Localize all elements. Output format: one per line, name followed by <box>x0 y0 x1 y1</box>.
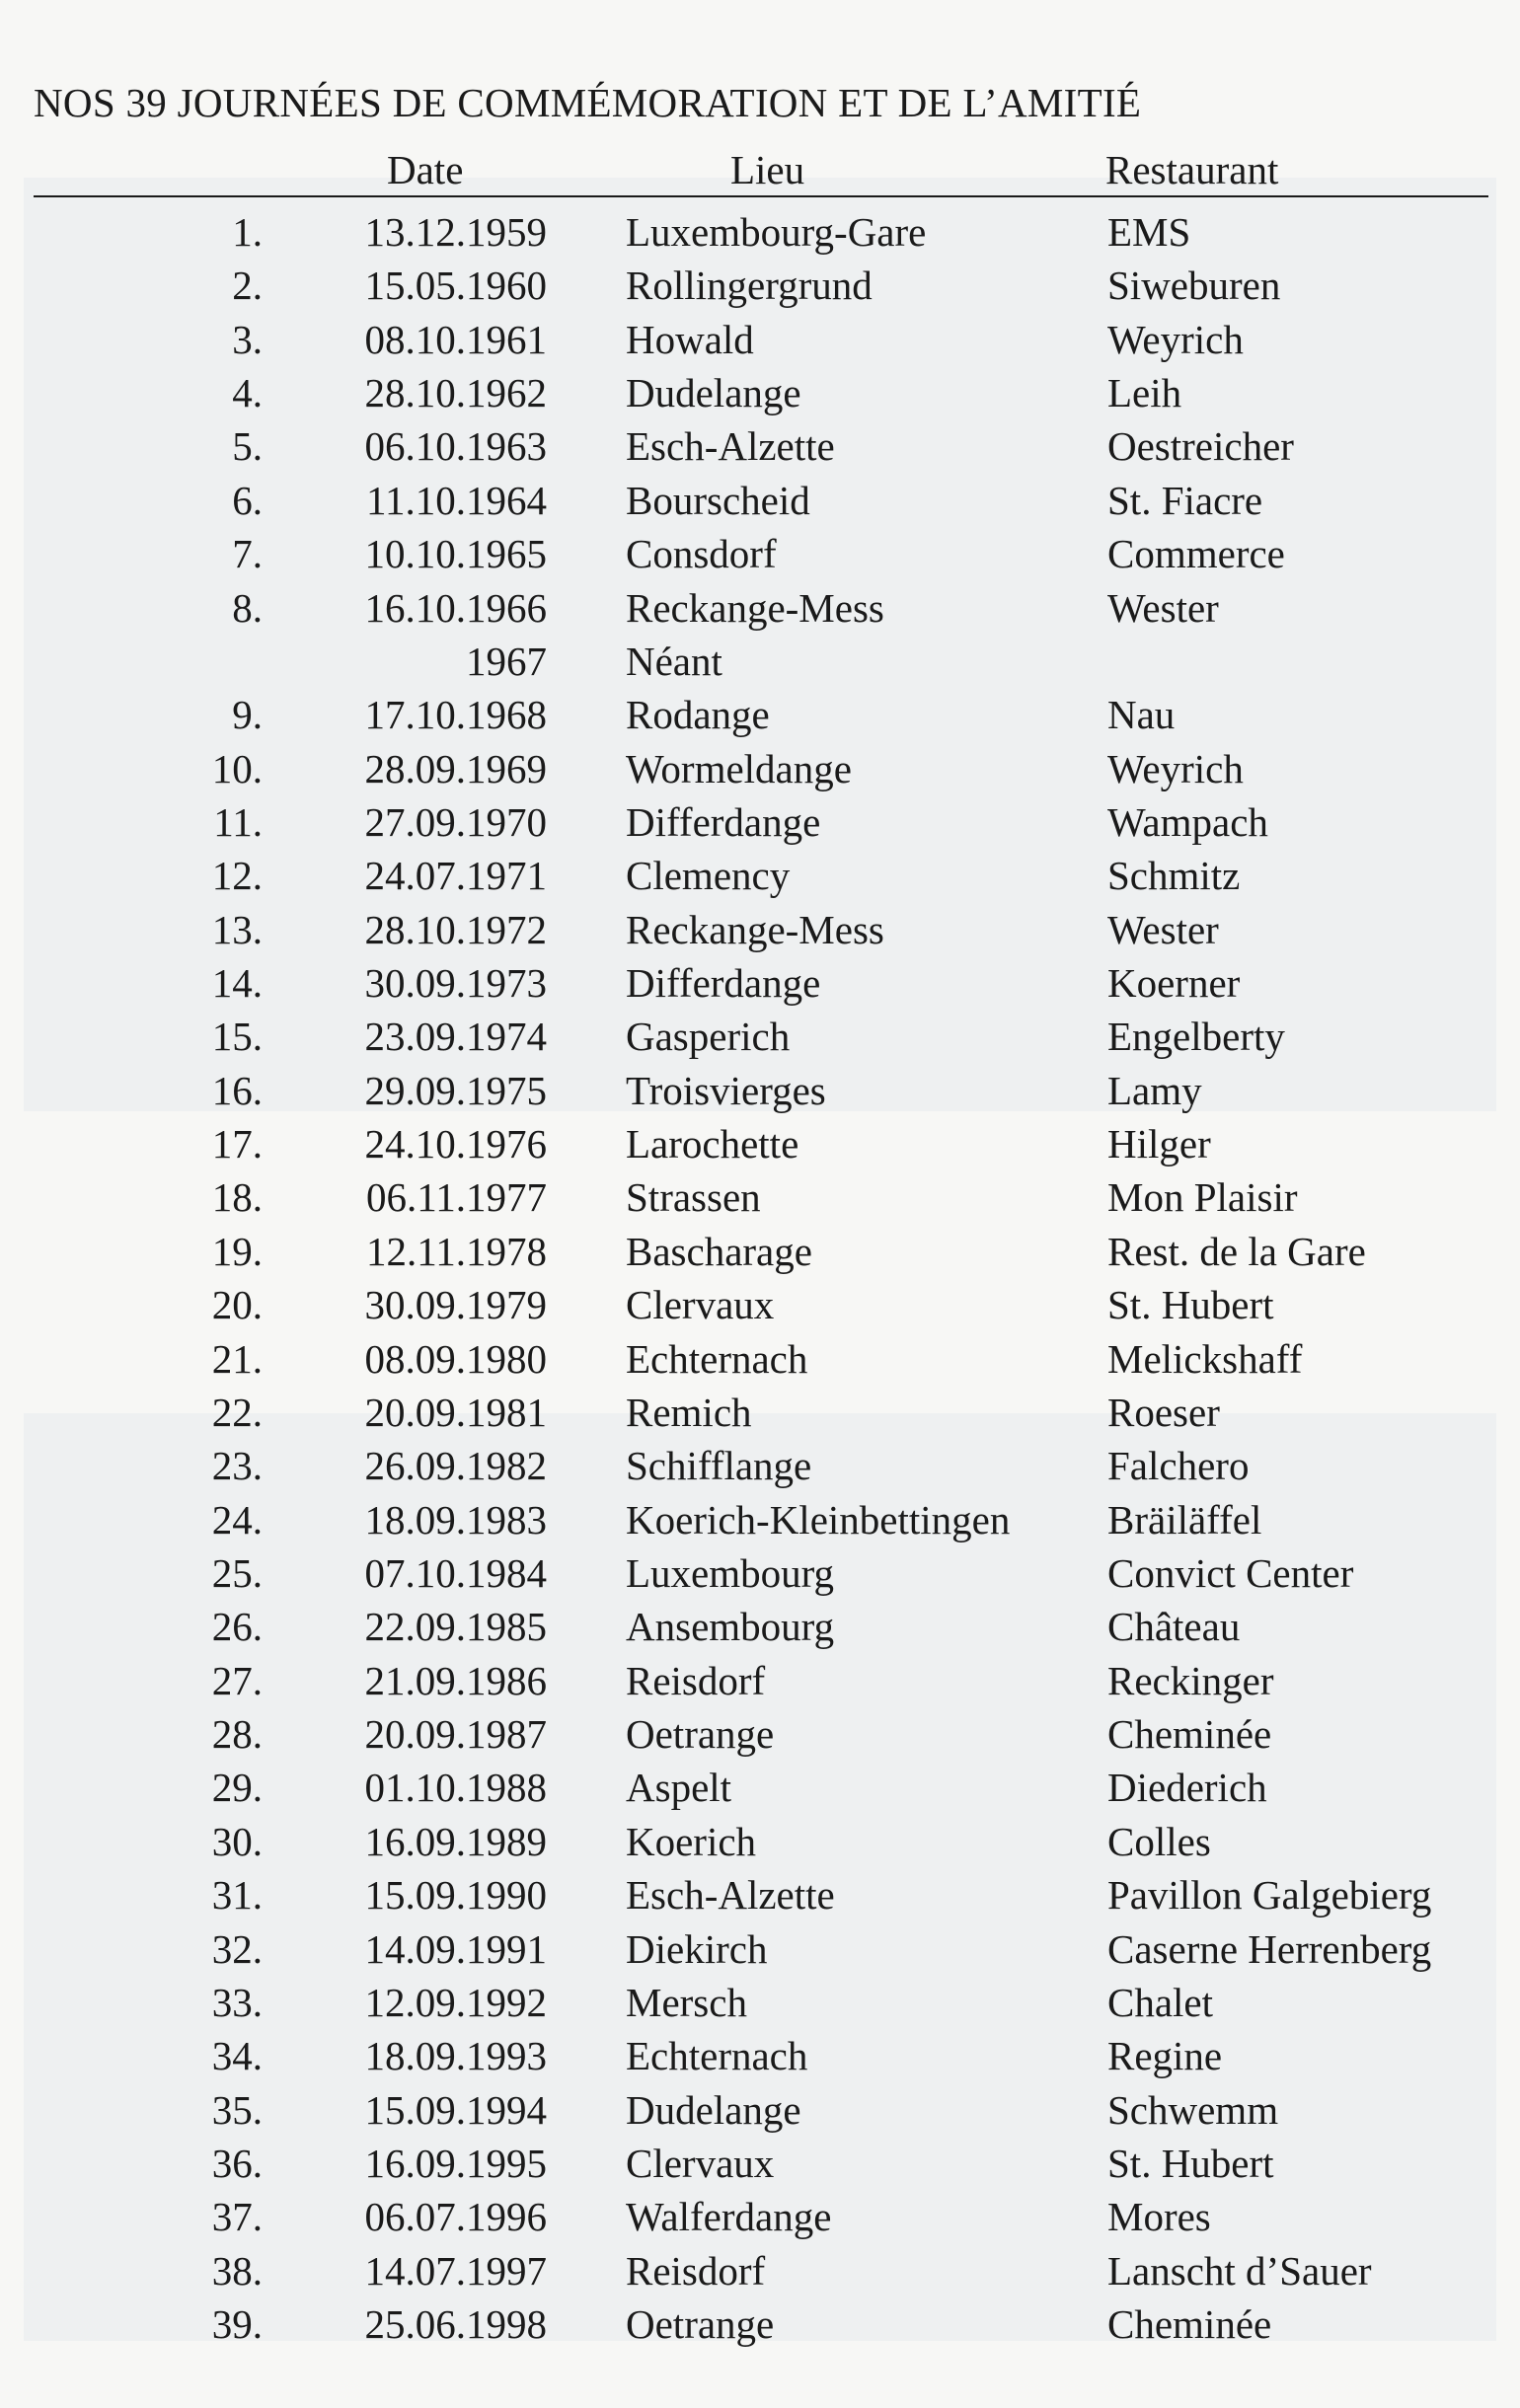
row-lieu: Luxembourg-Gare <box>626 209 927 255</box>
page-title: NOS 39 JOURNÉES DE COMMÉMORATION ET DE L’AMITIÉ <box>34 80 1142 125</box>
row-restaurant: Château <box>1107 1604 1241 1650</box>
row-number: 25. <box>211 1549 263 1596</box>
row-date: 16.10.1966 <box>364 584 547 631</box>
row-date: 16.09.1989 <box>364 1818 547 1864</box>
table-row <box>0 1761 1520 1814</box>
row-lieu: Diekirch <box>626 1925 768 1972</box>
row-restaurant: St. Fiacre <box>1107 477 1263 523</box>
table-row <box>0 795 1520 849</box>
table-row <box>0 1815 1520 1868</box>
row-number: 12. <box>211 853 263 899</box>
row-restaurant: Rest. de la Gare <box>1107 1228 1366 1274</box>
row-restaurant: Wester <box>1107 906 1219 952</box>
table-row <box>0 581 1520 635</box>
row-date: 28.09.1969 <box>364 745 547 791</box>
row-date: 25.06.1998 <box>364 2301 547 2348</box>
row-lieu: Reckange-Mess <box>626 584 884 631</box>
row-date: 28.10.1972 <box>364 906 547 952</box>
row-number: 30. <box>211 1818 263 1864</box>
row-date: 22.09.1985 <box>364 1604 547 1650</box>
table-row <box>0 1439 1520 1492</box>
row-date: 06.07.1996 <box>364 2194 547 2240</box>
row-lieu: Esch-Alzette <box>626 1872 835 1919</box>
row-date: 01.10.1988 <box>364 1765 547 1811</box>
row-date: 29.09.1975 <box>364 1067 547 1113</box>
row-number: 37. <box>211 2194 263 2240</box>
table-row <box>0 2029 1520 2082</box>
row-lieu: Differdange <box>626 960 821 1007</box>
table-row <box>0 474 1520 527</box>
row-date: 30.09.1979 <box>364 1282 547 1328</box>
row-date: 06.10.1963 <box>364 423 547 470</box>
row-lieu: Clemency <box>626 853 791 899</box>
row-lieu: Reisdorf <box>626 1657 766 1703</box>
row-restaurant: Hilger <box>1107 1121 1211 1167</box>
row-date: 15.09.1990 <box>364 1872 547 1919</box>
row-date: 18.09.1993 <box>364 2033 547 2079</box>
row-restaurant: Regine <box>1107 2033 1223 2079</box>
column-header-lieu: Lieu <box>730 147 805 192</box>
row-number: 26. <box>211 1604 263 1650</box>
row-lieu: Echternach <box>626 2033 808 2079</box>
row-restaurant: Weyrich <box>1107 316 1244 362</box>
row-restaurant: Melickshaff <box>1107 1335 1303 1382</box>
table-row <box>0 1064 1520 1117</box>
row-restaurant: Chalet <box>1107 1979 1214 2025</box>
row-date: 26.09.1982 <box>364 1443 547 1489</box>
row-number: 15. <box>211 1014 263 1060</box>
row-date: 07.10.1984 <box>364 1549 547 1596</box>
row-lieu: Remich <box>626 1389 752 1435</box>
table-row <box>0 527 1520 580</box>
row-restaurant: Lamy <box>1107 1067 1202 1113</box>
row-restaurant: Caserne Herrenberg <box>1107 1925 1432 1972</box>
row-date: 17.10.1968 <box>364 692 547 738</box>
row-restaurant: Lanscht d’Sauer <box>1107 2247 1372 2294</box>
row-lieu: Aspelt <box>626 1765 732 1811</box>
row-number: 39. <box>211 2301 263 2348</box>
row-number: 3. <box>232 316 263 362</box>
row-date: 20.09.1981 <box>364 1389 547 1435</box>
row-number: 31. <box>211 1872 263 1919</box>
column-header-date: Date <box>387 147 464 192</box>
row-restaurant: Wampach <box>1107 798 1268 845</box>
table-row <box>0 2190 1520 2243</box>
events-table <box>0 205 1520 2351</box>
row-number: 16. <box>211 1067 263 1113</box>
row-date: 21.09.1986 <box>364 1657 547 1703</box>
row-number: 22. <box>211 1389 263 1435</box>
row-lieu: Walferdange <box>626 2194 832 2240</box>
row-restaurant: Commerce <box>1107 531 1285 577</box>
row-lieu: Koerich-Kleinbettingen <box>626 1496 1011 1543</box>
row-date: 08.10.1961 <box>364 316 547 362</box>
table-row <box>0 1546 1520 1600</box>
row-lieu: Ansembourg <box>626 1604 835 1650</box>
row-restaurant: Diederich <box>1107 1765 1267 1811</box>
table-row <box>0 2297 1520 2351</box>
row-number: 14. <box>211 960 263 1007</box>
row-restaurant: Schwemm <box>1107 2086 1279 2133</box>
row-restaurant: Mores <box>1107 2194 1211 2240</box>
row-date: 15.05.1960 <box>364 263 547 309</box>
table-row <box>0 366 1520 419</box>
row-lieu: Esch-Alzette <box>626 423 835 470</box>
row-lieu: Koerich <box>626 1818 757 1864</box>
row-lieu: Gasperich <box>626 1014 791 1060</box>
table-row <box>0 205 1520 259</box>
row-number: 21. <box>211 1335 263 1382</box>
row-date: 16.09.1995 <box>364 2140 547 2186</box>
row-lieu: Oetrange <box>626 2301 775 2348</box>
row-lieu: Rollingergrund <box>626 263 873 309</box>
row-restaurant: Engelberty <box>1107 1014 1285 1060</box>
row-date: 27.09.1970 <box>364 798 547 845</box>
table-row <box>0 956 1520 1010</box>
row-lieu: Dudelange <box>626 2086 801 2133</box>
row-lieu: Oetrange <box>626 1711 775 1758</box>
row-restaurant: Convict Center <box>1107 1549 1354 1596</box>
row-date: 24.07.1971 <box>364 853 547 899</box>
row-date: 13.12.1959 <box>364 209 547 255</box>
row-restaurant: Leih <box>1107 370 1182 416</box>
table-row <box>0 1654 1520 1707</box>
row-restaurant: Cheminée <box>1107 1711 1272 1758</box>
table-row <box>0 2137 1520 2190</box>
row-restaurant: Colles <box>1107 1818 1211 1864</box>
column-header-restaurant: Restaurant <box>1105 147 1279 192</box>
row-number: 19. <box>211 1228 263 1274</box>
row-lieu: Mersch <box>626 1979 747 2025</box>
row-restaurant: Schmitz <box>1107 853 1241 899</box>
row-restaurant: Oestreicher <box>1107 423 1294 470</box>
row-restaurant: St. Hubert <box>1107 1282 1274 1328</box>
row-date: 15.09.1994 <box>364 2086 547 2133</box>
row-date: 23.09.1974 <box>364 1014 547 1060</box>
table-row <box>0 313 1520 366</box>
row-lieu: Echternach <box>626 1335 808 1382</box>
row-number: 27. <box>211 1657 263 1703</box>
row-date: 06.11.1977 <box>366 1174 547 1221</box>
row-restaurant: St. Hubert <box>1107 2140 1274 2186</box>
table-row <box>0 1600 1520 1653</box>
row-date: 30.09.1973 <box>364 960 547 1007</box>
row-lieu: Differdange <box>626 798 821 845</box>
row-date: 1967 <box>466 638 547 684</box>
row-date: 24.10.1976 <box>364 1121 547 1167</box>
table-row <box>0 1170 1520 1224</box>
row-restaurant: Siweburen <box>1107 263 1281 309</box>
row-number: 29. <box>211 1765 263 1811</box>
row-number: 1. <box>232 209 263 255</box>
row-lieu: Troisvierges <box>626 1067 826 1113</box>
table-row <box>0 2244 1520 2297</box>
row-date: 14.07.1997 <box>364 2247 547 2294</box>
row-number: 6. <box>232 477 263 523</box>
row-date: 11.10.1964 <box>366 477 547 523</box>
table-row <box>0 1868 1520 1921</box>
table-row <box>0 1225 1520 1278</box>
row-lieu: Reckange-Mess <box>626 906 884 952</box>
row-restaurant: Wester <box>1107 584 1219 631</box>
table-row <box>0 419 1520 473</box>
row-number: 36. <box>211 2140 263 2186</box>
row-number: 20. <box>211 1282 263 1328</box>
row-number: 34. <box>211 2033 263 2079</box>
row-lieu: Strassen <box>626 1174 761 1221</box>
table-row <box>0 688 1520 741</box>
row-number: 11. <box>213 798 263 845</box>
row-number: 38. <box>211 2247 263 2294</box>
row-number: 32. <box>211 1925 263 1972</box>
row-number: 33. <box>211 1979 263 2025</box>
row-number: 10. <box>211 745 263 791</box>
row-restaurant: Falchero <box>1107 1443 1250 1489</box>
table-row <box>0 1493 1520 1546</box>
row-lieu: Dudelange <box>626 370 801 416</box>
table-row <box>0 2083 1520 2137</box>
table-row <box>0 1922 1520 1976</box>
row-date: 20.09.1987 <box>364 1711 547 1758</box>
row-number: 24. <box>211 1496 263 1543</box>
row-number: 17. <box>211 1121 263 1167</box>
row-restaurant: Reckinger <box>1107 1657 1274 1703</box>
table-row <box>0 1117 1520 1170</box>
row-number: 18. <box>211 1174 263 1221</box>
row-date: 14.09.1991 <box>364 1925 547 1972</box>
row-restaurant: EMS <box>1107 209 1191 255</box>
table-row <box>0 1707 1520 1761</box>
row-lieu: Reisdorf <box>626 2247 766 2294</box>
row-number: 5. <box>232 423 263 470</box>
row-date: 18.09.1983 <box>364 1496 547 1543</box>
table-row <box>0 849 1520 902</box>
row-number: 28. <box>211 1711 263 1758</box>
table-row <box>0 259 1520 312</box>
row-date: 12.11.1978 <box>366 1228 547 1274</box>
row-lieu: Schifflange <box>626 1443 812 1489</box>
row-restaurant: Cheminée <box>1107 2301 1272 2348</box>
table-row <box>0 1278 1520 1331</box>
table-row <box>0 1332 1520 1386</box>
row-lieu: Larochette <box>626 1121 799 1167</box>
row-date: 12.09.1992 <box>364 1979 547 2025</box>
row-lieu: Rodange <box>626 692 770 738</box>
row-lieu: Clervaux <box>626 1282 775 1328</box>
row-lieu: Bourscheid <box>626 477 810 523</box>
table-row <box>0 742 1520 795</box>
row-lieu: Luxembourg <box>626 1549 835 1596</box>
row-number: 35. <box>211 2086 263 2133</box>
table-row <box>0 903 1520 956</box>
row-restaurant: Bräiläffel <box>1107 1496 1262 1543</box>
row-number: 23. <box>211 1443 263 1489</box>
row-number: 9. <box>232 692 263 738</box>
row-date: 28.10.1962 <box>364 370 547 416</box>
row-restaurant: Pavillon Galgebierg <box>1107 1872 1432 1919</box>
table-row <box>0 1976 1520 2029</box>
row-date: 08.09.1980 <box>364 1335 547 1382</box>
row-restaurant: Mon Plaisir <box>1107 1174 1298 1221</box>
row-date: 10.10.1965 <box>364 531 547 577</box>
table-row <box>0 635 1520 688</box>
row-lieu: Clervaux <box>626 2140 775 2186</box>
row-restaurant: Roeser <box>1107 1389 1220 1435</box>
row-lieu: Néant <box>626 638 722 684</box>
row-number: 8. <box>232 584 263 631</box>
row-restaurant: Koerner <box>1107 960 1241 1007</box>
table-row <box>0 1010 1520 1063</box>
row-number: 4. <box>232 370 263 416</box>
header-divider <box>34 195 1488 197</box>
row-restaurant: Nau <box>1107 692 1176 738</box>
row-restaurant: Weyrich <box>1107 745 1244 791</box>
row-number: 7. <box>232 531 263 577</box>
row-lieu: Bascharage <box>626 1228 812 1274</box>
row-lieu: Consdorf <box>626 531 777 577</box>
row-lieu: Howald <box>626 316 754 362</box>
row-number: 13. <box>211 906 263 952</box>
row-number: 2. <box>232 263 263 309</box>
row-lieu: Wormeldange <box>626 745 852 791</box>
table-row <box>0 1386 1520 1439</box>
